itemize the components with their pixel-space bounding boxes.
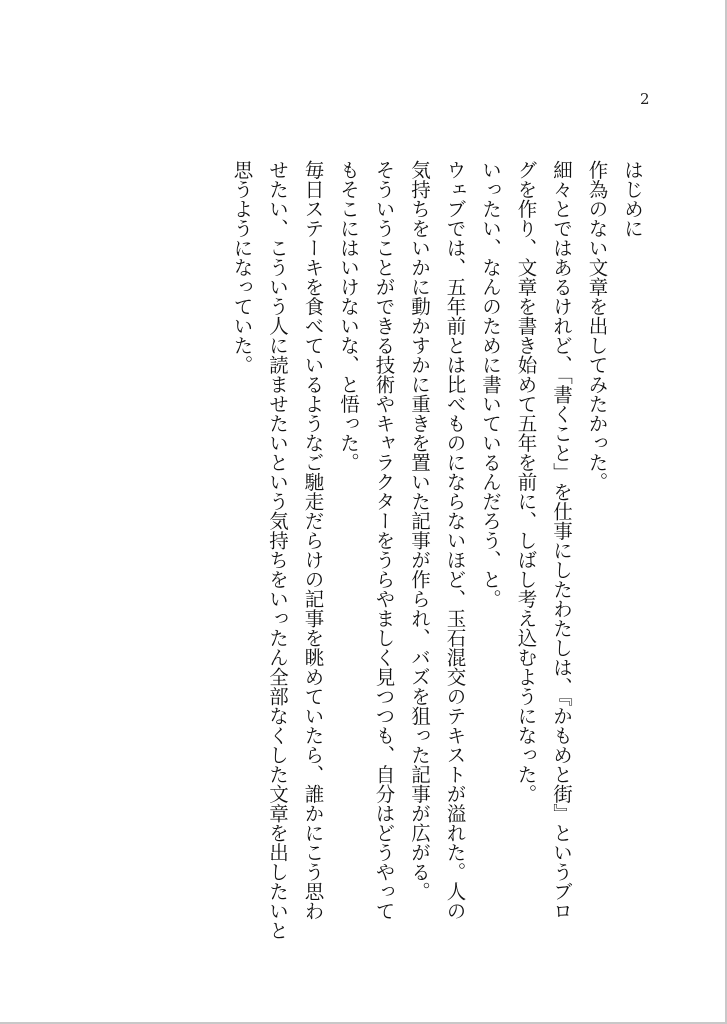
text-column: そういうことができる技術やキャラクターをうらやましく見つつも、自分はどうやって xyxy=(372,160,396,921)
text-column: 思うようになっていた。 xyxy=(230,160,254,375)
text-column: いったい、なんのために書いているんだろう、と。 xyxy=(479,160,502,609)
vertical-text-body xyxy=(224,160,650,960)
text-column: ウェブでは、五年前とは比べものにならないほど、玉石混交のテキストが溢れた。人の xyxy=(443,160,467,921)
text-column: 気持ちをいかに動かすかに重きを置いた記事が作られ、バズを狙った記事が広がる。 xyxy=(408,160,431,901)
text-column: 作為のない文章を出してみたかった。 xyxy=(585,160,609,492)
text-column: 毎日ステーキを食べているようなご馳走だらけの記事を眺めていたら、誰かにこう思わ xyxy=(301,160,325,921)
text-column: せたい、こういう人に読ませたいという気持ちをいったん全部なくした文章を出したいと xyxy=(266,160,289,940)
text-column: 細々とではあるけれど、「書くこと」を仕事にしたわたしは、『かもめと街』というブロ xyxy=(550,160,573,921)
chapter-heading: はじめに xyxy=(621,160,644,238)
text-column: グを作り、文章を書き始めて五年を前に、しばし考え込むようになった。 xyxy=(514,160,538,804)
text-column: もそこにはいけないな、と悟った。 xyxy=(337,160,360,472)
page-number: 2 xyxy=(640,90,650,108)
